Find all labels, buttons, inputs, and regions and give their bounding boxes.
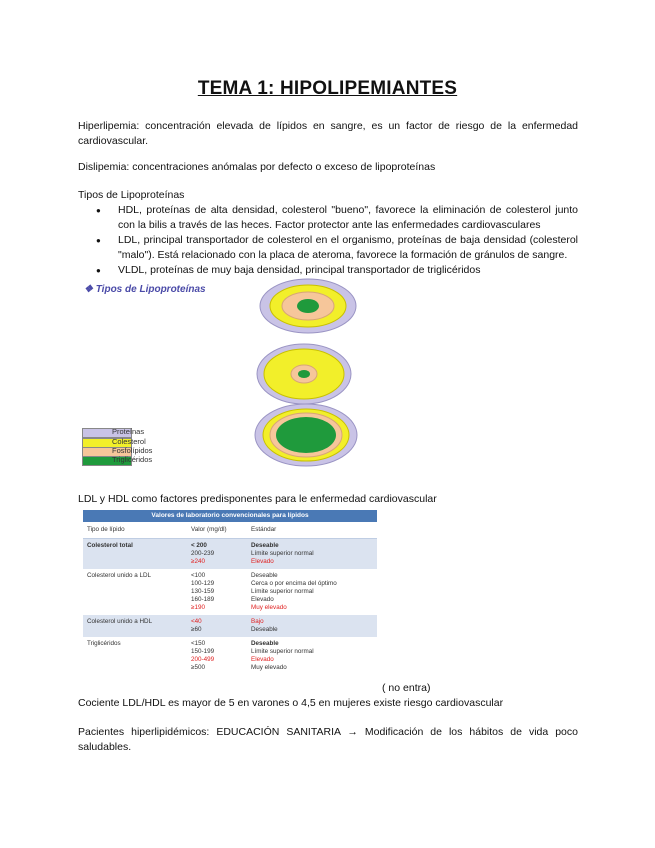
lipid-standards: Bajo Deseable bbox=[247, 615, 377, 637]
lipoprotein-figure bbox=[78, 278, 374, 474]
paragraph-cociente: Cociente LDL/HDL es mayor de 5 en varones o 4,5 en mujeres existe riesgo cardiovascular bbox=[78, 697, 504, 709]
table-row bbox=[83, 569, 377, 615]
lipid-values: <150 150-199 200-499 ≥500 bbox=[191, 640, 215, 671]
table-row bbox=[83, 637, 377, 675]
table-caption: Valores de laboratorio convencionales para lípidos bbox=[83, 510, 377, 522]
lipid-standards: Deseable Cerca o por encima del óptimo Límite superior normal Elevado Muy elevado bbox=[251, 572, 337, 611]
list-item: ● HDL, proteínas de alta densidad, colesterol "bueno", favorece la eliminación de colesterol junto con la bilis a través de las heces. Factor protector ante las enfermedades cardiovasculares bbox=[78, 203, 578, 233]
lipid-name: Colesterol unido a HDL bbox=[83, 615, 187, 637]
tipos-heading: Tipos de Lipoproteínas bbox=[78, 189, 185, 201]
paragraph-pacientes: Pacientes hiperlipidémicos: EDUCACIÓN SANITARIA → Modificación de los hábitos de vida poco saludables. bbox=[78, 726, 578, 753]
column-header: Valor (mg/dl) bbox=[187, 522, 247, 539]
diamond-bullet-icon: ❖ bbox=[84, 284, 96, 295]
lipid-standards: Deseable Límite superior normal Elevado bbox=[247, 539, 377, 570]
lipoprotein-list bbox=[78, 203, 578, 278]
page-title: TEMA 1: HIPOLIPEMIANTES bbox=[197, 78, 458, 99]
paragraph-ldl-hdl: LDL y HDL como factores predisponentes para le enfermedad cardiovascular bbox=[78, 493, 437, 505]
legend-label: Triglicéridos bbox=[112, 455, 153, 464]
lipid-standards: Deseable Límite superior normal Elevado Muy elevado bbox=[251, 640, 314, 671]
legend-label: Proteínas bbox=[112, 427, 145, 436]
ldl-particle bbox=[257, 344, 351, 404]
column-header: Tipo de lípido bbox=[83, 522, 187, 539]
lipid-name: Colesterol total bbox=[83, 539, 187, 570]
list-item: ● VLDL, proteínas de muy baja densidad, principal transportador de triglicéridos bbox=[78, 263, 578, 278]
lipid-values: < 200 200-239 ≥240 bbox=[187, 539, 247, 570]
paragraph-hiperlipemia: Hiperlipemia: concentración elevada de lípidos en sangre, es un factor de riesgo de la enfermedad cardiovascular. bbox=[78, 120, 578, 147]
lipid-values-table bbox=[83, 510, 377, 675]
list-item: ● LDL, principal transportador de colesterol en el organismo, proteínas de baja densidad (colesterol "malo"). Está relacionado con la placa de ateroma, favorece la formación de gránulos de sangre. bbox=[78, 233, 578, 263]
legend-label: Fosfolípidos bbox=[112, 446, 153, 455]
paragraph-dislipemia: Dislipemia: concentraciones anómalas por defecto o exceso de lipoproteínas bbox=[78, 161, 436, 173]
note-no-entra: ( no entra) bbox=[382, 682, 431, 694]
column-header: Estándar bbox=[247, 522, 377, 539]
table-row bbox=[83, 615, 377, 637]
vldl-particle bbox=[255, 404, 357, 466]
lipid-name: Triglicéridos bbox=[87, 640, 121, 647]
lipid-name: Colesterol unido a LDL bbox=[87, 572, 152, 579]
hdl-particle bbox=[260, 279, 356, 333]
legend-label: Colesterol bbox=[112, 437, 146, 446]
lipid-values: <40 ≥60 bbox=[187, 615, 247, 637]
table-row bbox=[83, 539, 377, 570]
figure-title: ❖ Tipos de Lipoproteínas bbox=[84, 284, 206, 295]
lipid-values: <100 100-129 130-159 160-189 ≥190 bbox=[191, 572, 215, 611]
